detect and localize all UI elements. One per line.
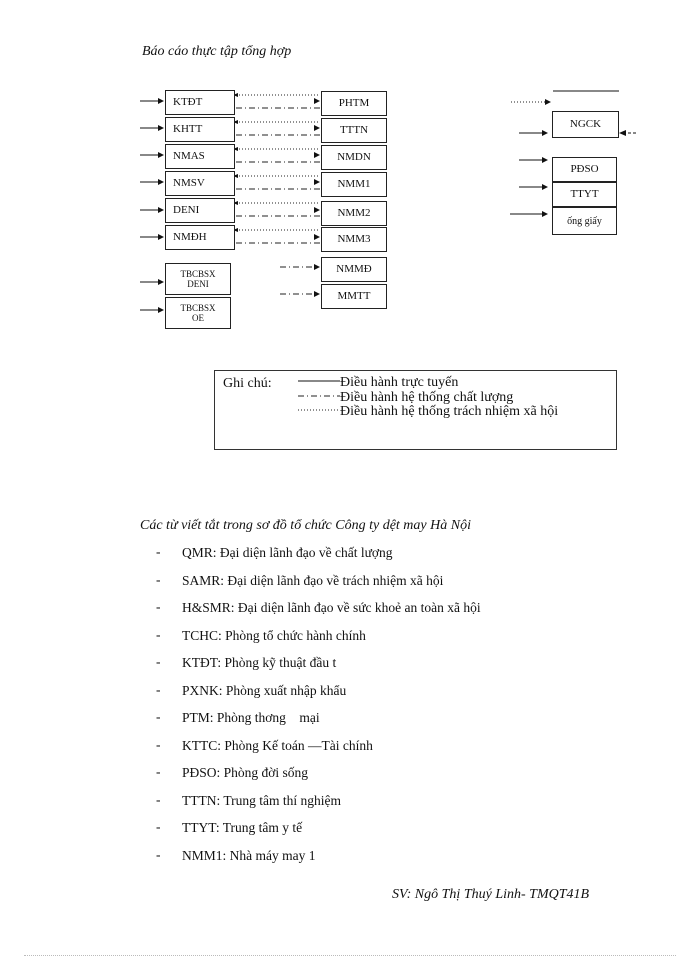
list-item — [156, 765, 481, 793]
bullet: - — [156, 846, 161, 862]
org-box-nmas: NMAS — [165, 144, 235, 169]
bullet: - — [156, 736, 161, 752]
bullet: - — [156, 764, 161, 779]
org-box-ttyt: TTYT — [552, 182, 617, 207]
abbreviation-text: SAMR: Đại diện lãnh đạo về trách nhiệm xã hội — [182, 572, 444, 588]
page-header: Báo cáo thực tập tổng hợp — [142, 44, 292, 59]
legend-item-social: Điều hành hệ thống trách nhiệm xã hội — [340, 404, 559, 419]
bullet: - — [156, 626, 161, 642]
org-box-ngck: NGCK — [552, 111, 619, 138]
bullet: - — [156, 681, 161, 697]
abbreviation-text: KTĐT: Phòng kỹ thuật đầu t — [182, 655, 337, 670]
bullet: - — [156, 571, 161, 587]
org-box-tttn: TTTN — [321, 118, 387, 143]
list-item — [156, 655, 481, 683]
footer-author: SV: Ngô Thị Thuý Linh- TMQT41B — [392, 887, 590, 902]
list-item — [156, 545, 481, 573]
list-item — [156, 628, 481, 656]
abbreviation-text: TTYT: Trung tâm y tế — [182, 820, 303, 835]
org-box-line: DENI — [187, 279, 209, 289]
org-box-ong-giay: ống giấy — [552, 207, 617, 235]
org-box-tbcbsx-oe — [165, 297, 231, 329]
list-item — [156, 848, 481, 876]
page-bottom-divider — [24, 955, 676, 956]
list-item — [156, 573, 481, 601]
bullet: - — [156, 599, 161, 614]
abbreviation-text: QMR: Đại diện lãnh đạo về chất lượng — [182, 545, 393, 560]
org-box-nmm2: NMM2 — [321, 201, 387, 226]
org-box-nmdn: NMDN — [321, 145, 387, 170]
org-box-line: TBCBSX — [180, 303, 216, 313]
abbreviation-text: H&SMR: Đại diện lãnh đạo về sức khoẻ an toàn xã hội — [182, 600, 481, 615]
abbreviation-text: TCHC: Phòng tổ chức hành chính — [182, 627, 366, 643]
list-item — [156, 738, 481, 766]
org-box-mmtt: MMTT — [321, 284, 387, 309]
bullet: - — [156, 819, 161, 834]
abbreviations-list — [156, 545, 481, 875]
abbreviation-text: NMM1: Nhà máy may 1 — [182, 847, 316, 863]
bullet: - — [156, 709, 161, 724]
legend-item-quality: Điều hành hệ thống chất lượng — [340, 390, 514, 405]
list-item — [156, 793, 481, 821]
org-box-line: TBCBSX — [180, 269, 216, 279]
bullet: - — [156, 544, 161, 559]
list-item — [156, 710, 481, 738]
bullet: - — [156, 654, 161, 669]
legend-title: Ghi chú: — [223, 376, 272, 391]
abbreviation-text: PXNK: Phòng xuất nhập khẩu — [182, 682, 347, 698]
org-box-nmm1: NMM1 — [321, 172, 387, 197]
org-box-ktdt: KTĐT — [165, 90, 235, 115]
abbreviations-title: Các từ viết tắt trong sơ đồ tổ chức Công ty dệt may Hà Nội — [140, 518, 471, 533]
abbreviation-text: TTTN: Trung tâm thí nghiệm — [182, 792, 342, 808]
org-box-pdso: PĐSO — [552, 157, 617, 182]
abbreviation-text: KTTC: Phòng Kế toán —Tài chính — [182, 737, 373, 753]
org-box-line: OE — [192, 313, 204, 323]
org-box-phtm: PHTM — [321, 91, 387, 116]
org-box-nmsv: NMSV — [165, 171, 235, 196]
bullet: - — [156, 791, 161, 807]
list-item — [156, 600, 481, 628]
org-box-tbcbsx-deni — [165, 263, 231, 295]
list-item — [156, 683, 481, 711]
list-item — [156, 820, 481, 848]
org-box-nmm3: NMM3 — [321, 227, 387, 252]
org-box-nmdh: NMĐH — [165, 225, 235, 250]
legend-item-online: Điều hành trực tuyến — [340, 375, 459, 390]
org-box-deni: DENI — [165, 198, 235, 223]
org-box-khtt: KHTT — [165, 117, 235, 142]
org-box-nmmd: NMMĐ — [321, 257, 387, 282]
abbreviation-text: PTM: Phòng thơng mại — [182, 710, 320, 725]
abbreviation-text: PĐSO: Phòng đời sống — [182, 765, 309, 780]
